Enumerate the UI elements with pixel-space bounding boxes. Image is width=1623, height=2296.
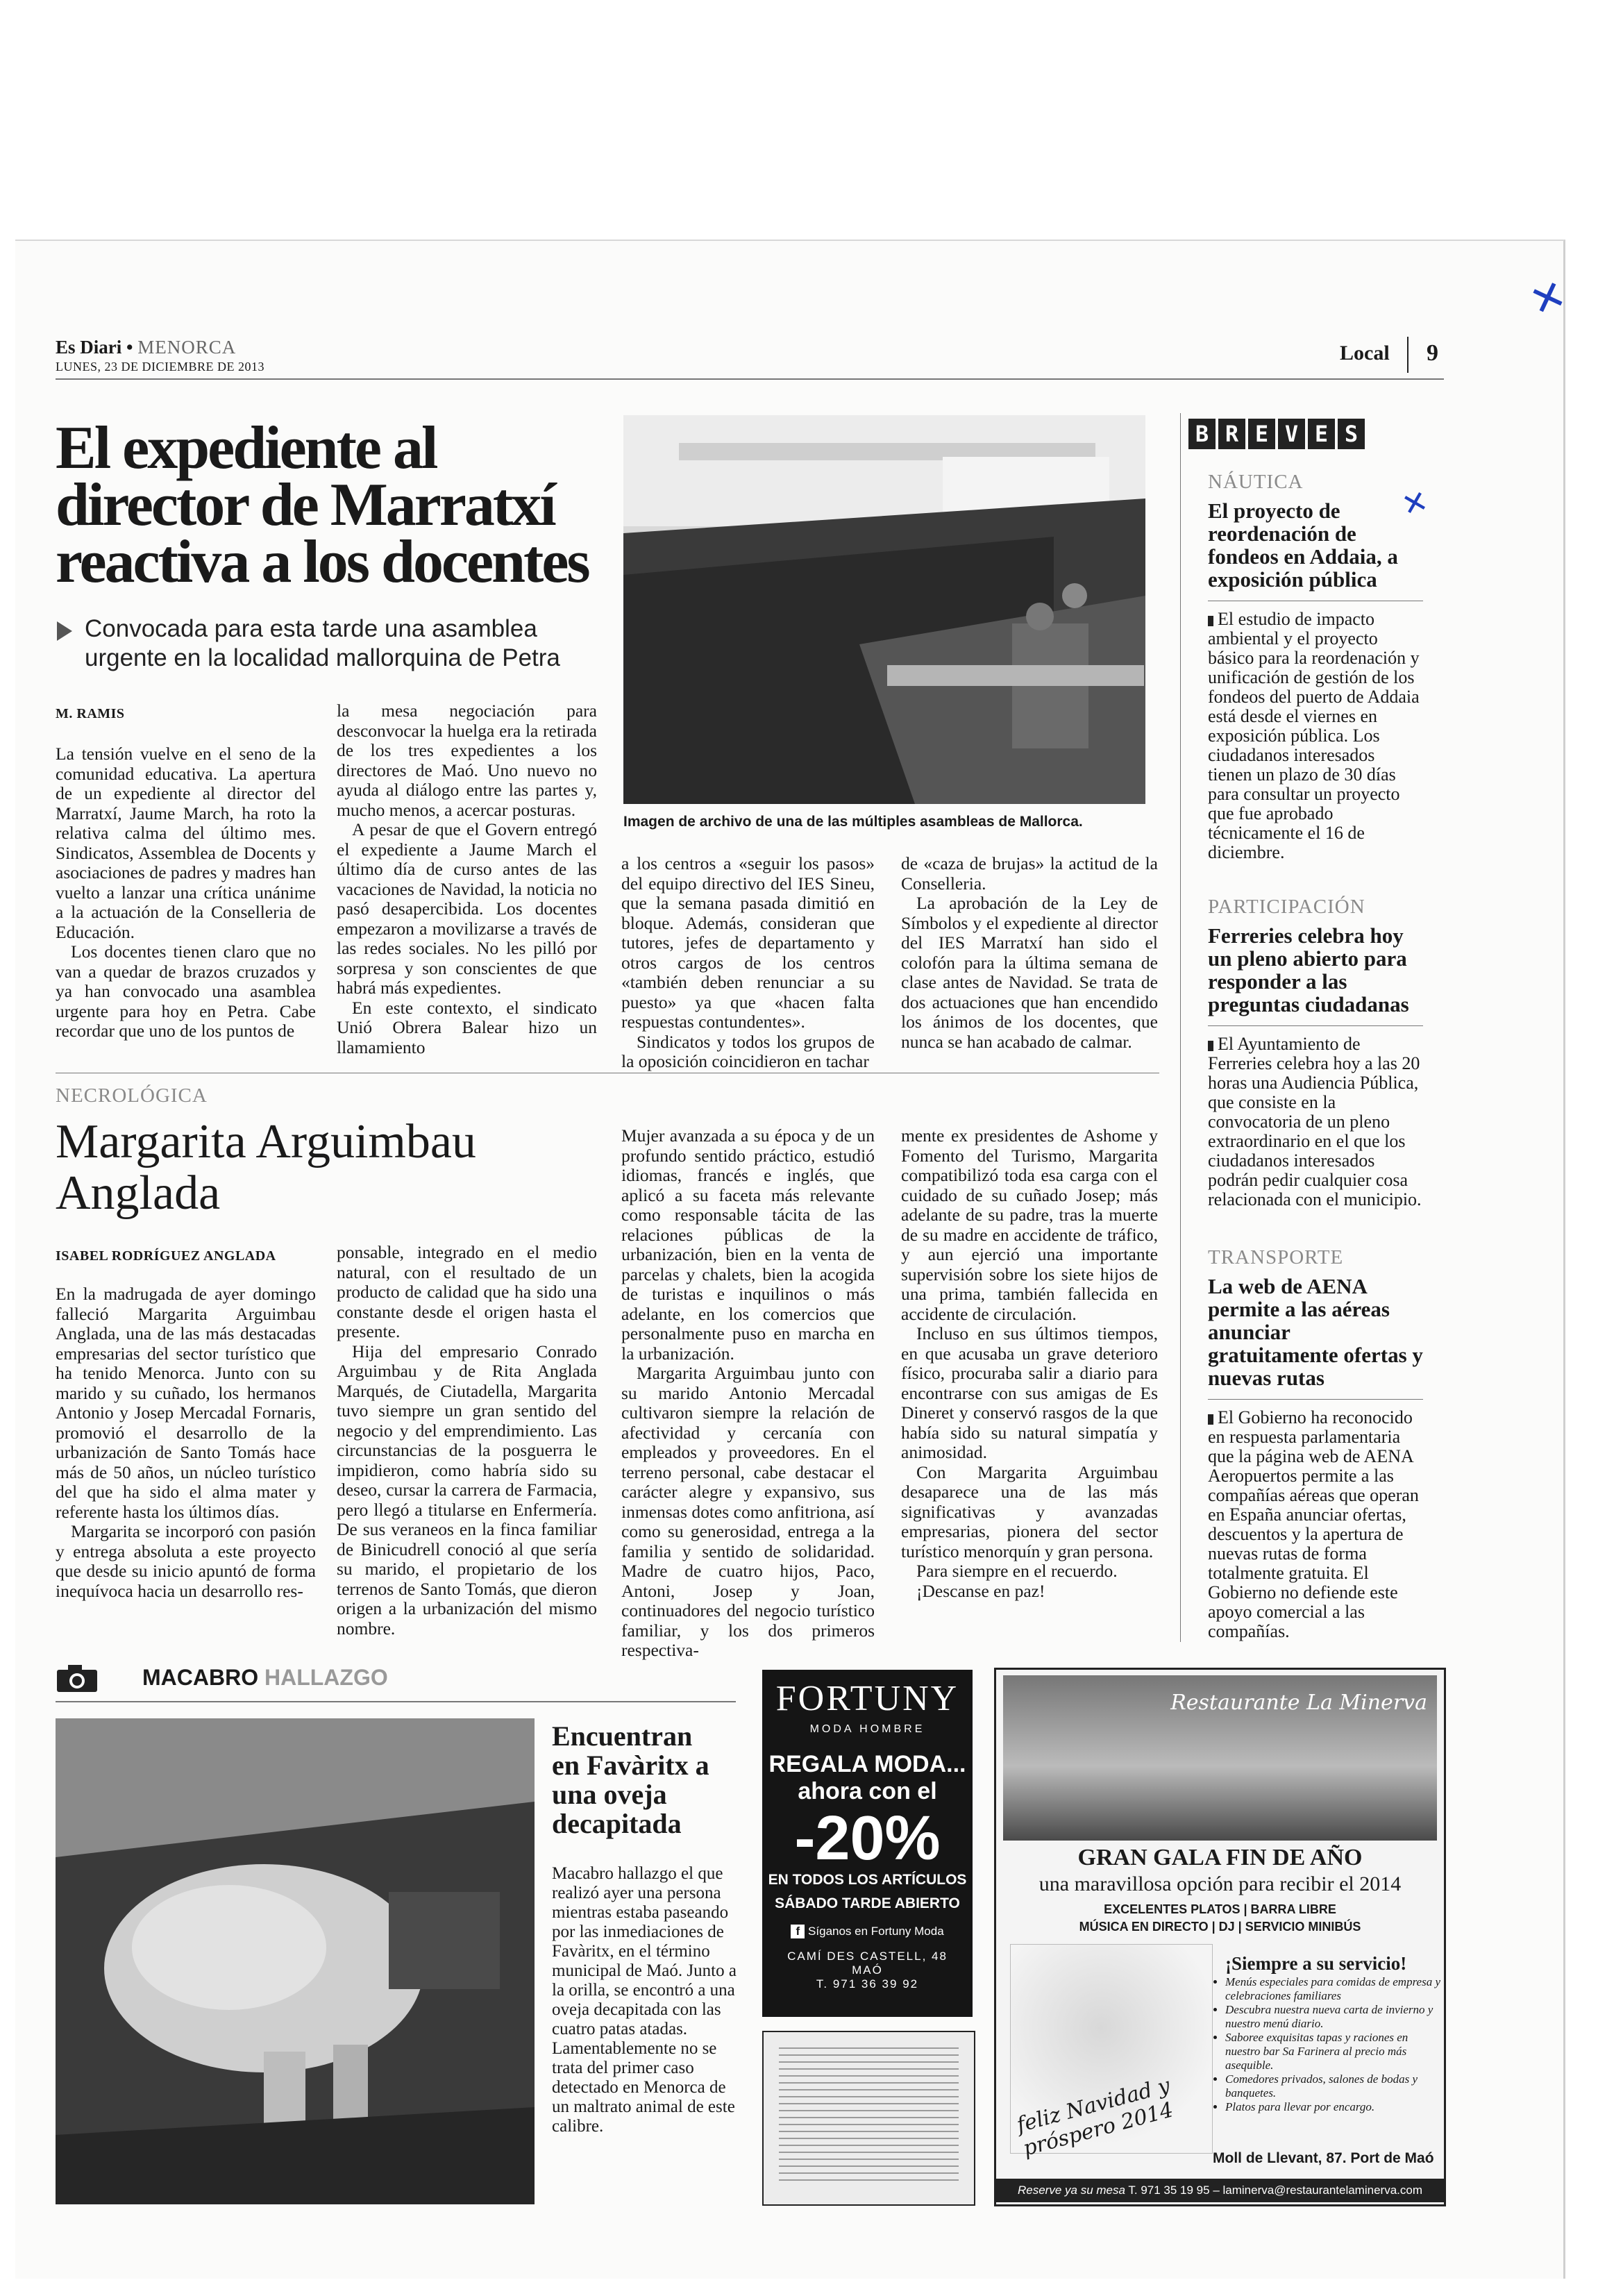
obituary-headline: Margarita Arguimbau Anglada: [56, 1115, 476, 1220]
divider: [56, 378, 1444, 380]
brief-item: [1208, 896, 1423, 1209]
macabro-body: Macabro hallazgo el que realizó ayer una persona mientras estaba paseando por las inmediaciones de Favàritx, en el término municipal de Maó. Junto a la orilla, se encontró a una oveja decapitada con las cuatro patas atadas. Lamentablemente no se trata del primer caso detectado en Menorca de un maltrato animal de este calibre.: [552, 1864, 737, 2136]
photo-caption: Imagen de archivo de una de las múltiples asambleas de Mallorca.: [623, 814, 1083, 830]
bullet-icon: [1208, 616, 1213, 626]
pen-mark-icon: ✕: [1398, 483, 1432, 524]
bullet-icon: [1208, 1041, 1213, 1051]
small-classified-ad: [762, 2031, 975, 2206]
lead-headline: El expediente al director de Marratxí reactiva a los docentes: [56, 414, 589, 596]
service-heading: ¡Siempre a su servicio!: [1225, 1953, 1407, 1974]
service-list: • Menús especiales para comidas de empresa y celebraciones familiares • Descubra nuestra nueva carta de invierno y nuestro menú diario. • Saboree exquisitas tapas y raciones en nuestro bar Sa Farinera al precio más asequible. • Comedores privados, salones de bodas y banquetes. • Platos para llevar por encargo.: [1213, 1975, 1444, 2114]
brief-category: PARTICIPACIÓN: [1208, 896, 1365, 918]
brief-headline: El proyecto de reordenación de fondeos en Addaia, a exposición pública: [1208, 498, 1398, 592]
brief-headline: Ferreries celebra hoy un pleno abierto para responder a las preguntas ciudadanas: [1208, 923, 1409, 1016]
page-number: 9: [1427, 340, 1438, 366]
sheep-photo: [56, 1718, 535, 2204]
issue-date: LUNES, 23 DE DICIEMBRE DE 2013: [56, 360, 264, 374]
brief-item: [1208, 1246, 1423, 1641]
obituary-column-1: En la madrugada de ayer domingo falleció Margarita Arguimbau Anglada, una de las más destacadas empresarias del sector turístico que ha tenido Menorca. Junto con su marido y su cuñado, los hermanos Antonio y Josep Mercadal Fornaris, promovió el desarrollo de la urbanización de Santo Tomás hace más de 50 años, un núcleo turístico del que ha sido el alma mater y referente hasta los últimos días. Margarita se incorporó con pasión y entrega absoluta a este proyecto que desde su inicio apuntó de forma inequívoca hacia un desarrollo res-: [56, 1284, 316, 1601]
ad-features: EXCELENTES PLATOS | BARRA LIBRE: [1104, 1902, 1336, 1916]
ad-address: CAMÍ DES CASTELL, 48: [787, 1950, 948, 1963]
lead-column-3: a los centros a «seguir los pasos» del equipo directivo del IES Sineu, que la semana pasada dimitió en bloque. Además, consideran que tutores, jefes de departamento y otros cargos de los centros «también deben renunciar a su puesto» ya que «hacen falta respuestas contundentes». Sindicatos y todos los grupos de la oposición coincidieron en tachar: [621, 853, 875, 1071]
ad-line: EN TODOS LOS ARTÍCULOS: [768, 1872, 967, 1888]
ad-title: GRAN GALA FIN DE AÑO: [1077, 1845, 1363, 1870]
bullet-icon: [1208, 1414, 1213, 1425]
brief-category: TRANSPORTE: [1208, 1246, 1344, 1268]
section-label: Local: [1340, 342, 1390, 364]
pen-mark-icon: ✕: [1523, 269, 1573, 328]
ad-line: SÁBADO TARDE ABIERTO: [775, 1895, 960, 1911]
camera-icon: [56, 1663, 99, 1693]
lead-column-1: La tensión vuelve en el seno de la comunidad educativa. La apertura de un expediente al director del Marratxí, Jaume March, ha roto la relativa calma del último mes. Sindicatos, Assemblea de Docents y asociaciones de padres y madres han vuelto a lanzar una crítica unánime a la actuación de la Conselleria de Educación. Los docentes tienen claro que no van a quedar de brazos cruzados y ya han convocado una asamblea urgente para hoy en Petra. Cabe recordar que uno de los puntos de: [56, 744, 316, 1041]
byline: M. RAMIS: [56, 706, 125, 721]
ad-social: f Síganos en Fortuny Moda: [762, 1925, 973, 1938]
brief-body: El estudio de impacto ambiental y el proyecto básico para la reordenación y unificación de gestión de los fondeos del puerto de Addaia está desde el viernes en exposición pública. Los ciudadanos interesados tienen un plazo de 30 días para consultar un proyecto que fue aprobado técnicamente el 16 de diciembre.: [1208, 609, 1420, 862]
bullet-arrow-icon: [57, 621, 72, 641]
lead-column-2: la mesa negociación para desconvocar la huelga era la retirada de los tres expedientes a los directores de Maó. Uno nuevo no ayuda al diálogo entre las partes y, mucho menos, a acercar posturas. A pesar de que el Govern entregó el expediente a Jaume March el último día de curso antes de las vacaciones de Navidad, la noticia no pasó desapercibida. Los docentes empezaron a movilizarse a través de las redes sociales. No les pilló por sorpresa y son conscientes de que habrá más expedientes. En este contexto, el sindicato Unió Obrera Balear hizo un llamamiento: [337, 701, 597, 1057]
obituary-byline: ISABEL RODRÍGUEZ ANGLADA: [56, 1248, 276, 1264]
divider: [1180, 413, 1181, 1642]
divider: [56, 1701, 736, 1702]
obituary-rubric: NECROLÓGICA: [56, 1084, 208, 1107]
ad-phone: T. 971 36 39 92: [816, 1977, 919, 1991]
macabro-label: MACABRO HALLAZGO: [142, 1665, 388, 1690]
minerva-ad: [994, 1668, 1446, 2206]
ad-footer: Reserve ya su mesa T. 971 35 19 95 – laminerva@restaurantelaminerva.com: [996, 2179, 1444, 2202]
ad-features: MÚSICA EN DIRECTO | DJ | SERVICIO MINIBÚS: [1079, 1920, 1361, 1934]
fortuny-ad: [762, 1670, 973, 2017]
obituary-column-3: Mujer avanzada a su época y de un profundo sentido práctico, estudió idiomas, francés e inglés, que aplicó a su faceta más relevante como responsable tácita de las relaciones públicas de la urbanización, bien en la venta de parcelas y chalets, bien la acogida de turistas e inquilinos o más adelante, en los comercios que personalmente puso en marcha en la urbanización. Margarita Arguimbau junto con su marido Antonio Mercadal cultivaron siempre la relación de afectividad y cercanía con empleados y proveedores. En el terreno personal, cabe destacar el carácter alegre y expansivo, sus inmensas dotes como anfitriona, así como su generosidad, entrega a la familia y sentido de solidaridad. Madre de cuatro hijos, Paco, Antoni, Josep y Joan, continuadores del negocio turístico familiar, y los dos primeros respectiva-: [621, 1125, 875, 1660]
ad-brand: FORTUNY: [775, 1679, 959, 1718]
brief-body: El Ayuntamiento de Ferreries celebra hoy a las 20 horas una Audiencia Pública, que consiste en la convocatoria de un pleno extraordinario en el que los ciudadanos interesados podrán pedir cualquier cosa relacionada con el municipio.: [1208, 1034, 1422, 1209]
paper-name: Es Diari • MENORCA: [56, 337, 237, 358]
obituary-column-2: ponsable, integrado en el medio natural, con el resultado de un producto de calidad que ha sido una constante desde el origen hasta el presente. Hija del empresario Conrado Arguimbau y de Rita Anglada Marqués, de Ciutadella, Margarita tuvo siempre un gran sentido del negocio y del emprendimiento. Las circunstancias de la posguerra le impidieron, como habría sido su deseo, cursar la carrera de Farmacia, pero llegó a titularse en Enfermería. De sus veraneos en la finca familiar de Binicudrell conoció al que sería su marido, el propietario de los terrenos de Santo Tomás, que dieron origen a la urbanización del mismo nombre.: [337, 1242, 597, 1639]
ad-line: ahora con el: [798, 1778, 937, 1804]
lead-subhead: Convocada para esta tarde una asamblea urgente en la localidad mallorquina de Petra: [85, 615, 560, 671]
brief-body: El Gobierno ha reconocido en respuesta parlamentaria que la página web de AENA Aeropuertos permite a las compañías aéreas que operan en España anunciar ofertas, descuentos y la apertura de nuevas rutas de forma totalmente gratuita. El Gobierno no defiende este apoyo comercial a las compañías.: [1208, 1407, 1419, 1641]
obituary-column-4: mente ex presidentes de Ashome y Fomento del Turismo, Margarita compatibilizó toda esa carga con el cuidado de su cuñado Josep; más adelante de su padre, tras la muerte de su madre en accidente de tráfico, y aun ejerció una importante supervisión sobre los siete hijos de una prima, también fallecida en accidente de circulación. Incluso en sus últimos tiempos, en que acusaba un grave deterioro físico, procuraba salir a diario para encontrarse con sus amigas de Es Dineret y conservó rasgos de la que había sido su natural simpatía y animosidad. Con Margarita Arguimbau desaparece una de las más significativas y avanzadas empresarias, pionera del sector turístico menorquín y gran persona. Para siempre en el recuerdo. ¡Descanse en paz!: [901, 1125, 1158, 1601]
macabro-headline: Encuentran en Favàritx a una oveja decapitada: [552, 1720, 709, 1839]
ad-city: MAÓ: [852, 1963, 883, 1977]
breves-label: B R E V E S: [1188, 419, 1365, 449]
ad-greeting: feliz Navidad y próspero 2014: [1014, 2073, 1176, 2161]
ad-address: Moll de Llevant, 87. Port de Maó: [1213, 2150, 1434, 2166]
ad-discount: -20%: [794, 1804, 941, 1873]
minerva-logo: Restaurante La Minerva: [1170, 1691, 1427, 1715]
ad-subtitle: una maravillosa opción para recibir el 2014: [1038, 1872, 1402, 1895]
ad-line: REGALA MODA...: [768, 1751, 966, 1777]
brief-item: [1208, 471, 1423, 862]
brief-headline: La web de AENA permite a las aéreas anunciar gratuitamente ofertas y nuevas rutas: [1208, 1274, 1423, 1390]
assembly-photo: [623, 415, 1145, 804]
facebook-icon: f: [791, 1925, 805, 1938]
brief-category: NÁUTICA: [1208, 471, 1304, 493]
ad-tagline: MODA HOMBRE: [809, 1723, 925, 1735]
divider: [1407, 337, 1408, 373]
lead-column-4: de «caza de brujas» la actitud de la Conselleria. La aprobación de la Ley de Símbolos y el expediente al director del IES Marratxí han sido el colofón para la última semana de clase antes de Navidad. Se trata de dos actuaciones que han encendido los ánimos de los docentes, que nunca se han acabado de calmar.: [901, 853, 1158, 1052]
